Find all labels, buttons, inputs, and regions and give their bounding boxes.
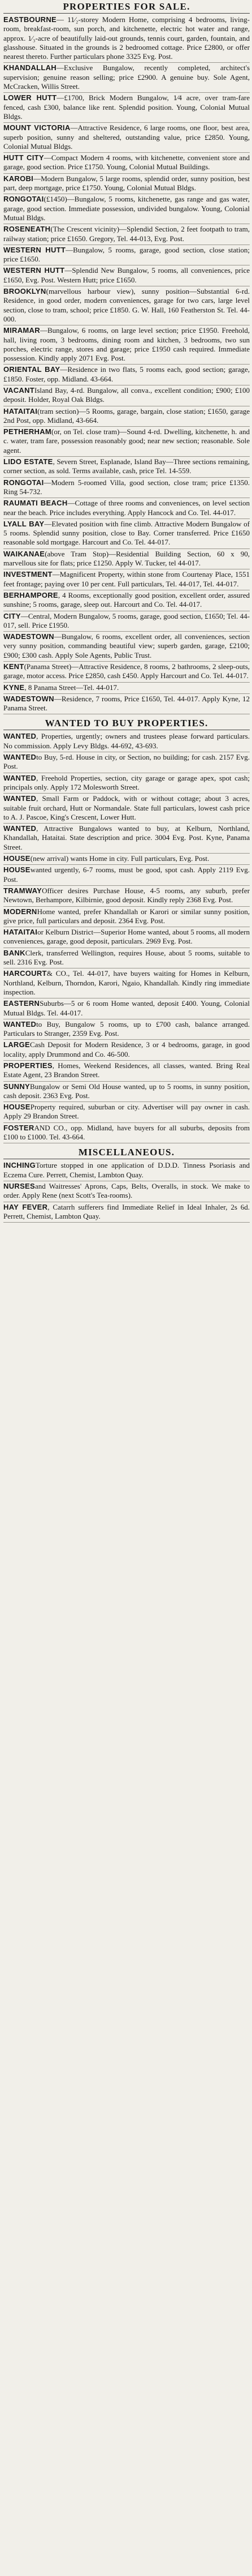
ad-body-text: , Attractive Bungalows wanted to buy, at Kelburn, Northland, Khandallah, Hataitai. State description and price. 3004 Evg. Post. Kyne, Panama Street. bbox=[3, 824, 250, 851]
classified-section bbox=[3, 717, 250, 1146]
classified-ad bbox=[3, 998, 250, 1019]
ad-headline: VACANT bbox=[3, 385, 34, 395]
ad-headline: HUTT CITY bbox=[3, 153, 44, 162]
classified-ad bbox=[3, 406, 250, 427]
ad-body-text: (Panama Street)—Attractive Residence, 8 rooms, 2 bathrooms, 2 sleep-outs, garage, motor access. Price £2850, cash £450. Apply Harcourt and Co. Tel. 44-017. bbox=[3, 662, 250, 680]
ad-headline: HOUSE bbox=[3, 1103, 31, 1112]
classified-ad bbox=[3, 1160, 250, 1181]
ad-body-text: (or, on Tel. close tram)—Sound 4-rd. Dwelling, kitchenette, h. and c. water, tram fare, possession reasonably good; near new section; reasonable. Sole agent. bbox=[3, 427, 250, 455]
classified-ad bbox=[3, 427, 250, 457]
ad-body-text: —Exclusive Bungalow, recently completed, architect's supervision; genuine reason selling; price £2900. A genuine buy. Sole Agent, McCracken, Willis Street. bbox=[3, 63, 250, 91]
ad-body-text: —Magnificent Property, within stone from Courtenay Place, 1551 feet frontage; paying over 10 per cent. Full particulars, Tel. 44-017, Tel. 44-017. bbox=[3, 570, 250, 588]
classified-ad bbox=[3, 1102, 250, 1123]
ad-body-text: Home wanted, prefer Khandallah or Karori or similar sunny position, give price, full particulars and deposit. 2364 Evg. Post. bbox=[3, 907, 250, 925]
classified-ad bbox=[3, 498, 250, 519]
classified-ad bbox=[3, 325, 250, 365]
ad-body-text: (above Tram Stop)—Residential Building Section, 60 x 90, marvellous site for flats; price £1250. Apply W. Tucker, tel 44-017. bbox=[3, 549, 250, 568]
ad-headline: TRAMWAY bbox=[3, 886, 42, 895]
classified-ad bbox=[3, 15, 250, 63]
classified-ad bbox=[3, 773, 250, 794]
ad-headline: WANTED bbox=[3, 773, 37, 782]
classified-ad bbox=[3, 519, 250, 549]
ad-body-text: Cash Deposit for Modern Residence, 3 or 4 bedrooms, garage, in good locality, apply Drummond and Co. 46-500. bbox=[3, 1040, 250, 1058]
classified-ad bbox=[3, 794, 250, 824]
ad-headline: WADESTOWN bbox=[3, 632, 54, 641]
classified-ad bbox=[3, 265, 250, 286]
ad-headline: MOUNT VICTORIA bbox=[3, 123, 71, 132]
ad-body-text: —Residence in two flats, 5 rooms each, good section; garage, £1850. Foster, opp. Midland. 43-664. bbox=[3, 365, 250, 383]
ad-headline: LIDO ESTATE bbox=[3, 457, 53, 466]
ad-headline: WADESTOWN bbox=[3, 694, 54, 703]
ad-body-text: , 8 Panama Street—Tel. 44-017. bbox=[24, 683, 119, 692]
ad-headline: WANTED bbox=[3, 794, 37, 803]
ad-body-text: —Bungalow, 6 rooms, excellent order, all conveniences, section very sunny position, commanding beautiful view; superb garden, garage, £2100; £900; £300 cash. Apply Sole Agents, Public Trust. bbox=[3, 632, 250, 659]
ad-body-text: , Homes, Weekend Residences, all classes, wanted. Bring Real Estate Agent, 23 Brandon Street. bbox=[3, 1061, 250, 1079]
ad-headline: WAIKANAE bbox=[3, 549, 45, 558]
ad-body-text: (new arrival) wants Home in city. Full particulars, Evg. Post. bbox=[30, 854, 210, 863]
ad-headline: KENT bbox=[3, 662, 24, 671]
ad-headline: WANTED bbox=[3, 753, 37, 762]
classified-ad bbox=[3, 731, 250, 752]
classified-ad bbox=[3, 907, 250, 928]
ad-headline: HATAITAI bbox=[3, 928, 38, 937]
classified-ad bbox=[3, 174, 250, 195]
classified-ad bbox=[3, 63, 250, 93]
ad-body-text: to Buy, Bungalow 5 rooms, up to £700 cash, balance arranged. Particulars to Stranger, 2359 Evg. Post. bbox=[3, 1019, 250, 1038]
ad-body-text: , Small Farm or Paddock, with or without cottage; about 3 acres, suitable fruit orchard, Hutt or Normandale. State full particulars, lowest cash price to A. J. Pascoe, King's Crescent, Lower Hutt. bbox=[3, 794, 250, 821]
classified-ad bbox=[3, 590, 250, 611]
classified-ad bbox=[3, 854, 250, 865]
classified-ad bbox=[3, 365, 250, 385]
ad-headline: RAUMATI BEACH bbox=[3, 499, 68, 508]
ad-body-text: —Modern Bungalow, 5 large rooms, splendid order, sunny position, best part, deep mortgage, price £1750. Young, Colonial Mutual Bldgs. bbox=[3, 174, 250, 192]
ad-body-text: & CO., Tel. 44-017, have buyers waiting for Homes in Kelburn, Northland, Kelburn, Thorndon, Karori, Ngaio, Khandallah. Kindly ring immediate inspection. bbox=[3, 969, 250, 996]
classified-section bbox=[3, 0, 250, 717]
ad-headline: WANTED bbox=[3, 732, 37, 741]
ad-headline: WANTED bbox=[3, 824, 37, 833]
ad-body-text: , 4 Rooms, exceptionally good position, excellent order, assured sunshine; 5 rooms, garage, sleep out. Harcourt and Co. Tel. 44-017. bbox=[3, 590, 250, 609]
section-heading: WANTED TO BUY PROPERTIES. bbox=[3, 717, 250, 730]
ad-body-text: to Buy, 5-rd. House in city, or Section, no building; for cash. 2157 Evg. Post. bbox=[3, 753, 250, 771]
ad-headline: KYNE bbox=[3, 683, 25, 692]
ad-headline: INVESTMENT bbox=[3, 570, 53, 579]
ad-headline: KAROBI bbox=[3, 174, 34, 183]
ad-headline: EASTERN bbox=[3, 999, 40, 1008]
classified-ad bbox=[3, 1019, 250, 1040]
classified-section bbox=[3, 1146, 250, 1225]
classified-ad bbox=[3, 569, 250, 590]
classified-ad bbox=[3, 1181, 250, 1202]
ad-body-text: —Splendid New Bungalow, 5 rooms, all conveniences, price £1650, Evg. Post. Western Hutt; price £1650. bbox=[3, 266, 250, 284]
section-spacer bbox=[3, 1223, 250, 1225]
classified-ad bbox=[3, 93, 250, 123]
ad-body-text: —£1700, Brick Modern Bungalow, 1⁄4 acre, over tram-fare fenced, cash £300, balance like rent. Splendid position. Young, Colonial Mutual Bldgs. bbox=[3, 93, 250, 121]
ad-body-text: —Cottage of three rooms and conveniences, on level section near the beach. Price includes everything. Apply Hancock and Co. Tel. 44-017. bbox=[3, 499, 250, 517]
section-heading: MISCELLANEOUS. bbox=[3, 1146, 250, 1159]
ad-headline: KHANDALLAH bbox=[3, 63, 57, 72]
ad-headline: MIRAMAR bbox=[3, 326, 40, 335]
ad-headline: HATAITAI bbox=[3, 406, 38, 415]
ad-headline: WESTERN HUTT bbox=[3, 245, 66, 254]
classified-ad bbox=[3, 752, 250, 773]
ad-headline: BANK bbox=[3, 948, 25, 957]
classified-ad bbox=[3, 662, 250, 683]
classified-ad bbox=[3, 153, 250, 174]
ad-body-text: (The Crescent vicinity)—Splendid Section, 2 feet footpath to tram, railway station; price £1650. Gregory, Tel. 44-013, Evg. Post. bbox=[3, 225, 250, 243]
section-heading: PROPERTIES FOR SALE. bbox=[3, 0, 250, 14]
classified-ad bbox=[3, 948, 250, 969]
classified-ad bbox=[3, 224, 250, 245]
ad-headline: INCHING bbox=[3, 1161, 36, 1170]
classified-ad bbox=[3, 632, 250, 662]
ad-body-text: —Compact Modern 4 rooms, with kitchenette, convenient store and garage, good section. Price £1750. Young, Colonial Mutual Buildings. bbox=[3, 153, 250, 172]
ad-headline: MODERN bbox=[3, 907, 37, 916]
ad-body-text: — 11⁄₂-storey Modern Home, comprising 4 bedrooms, living-room, breakfast-room, sun porch, and kitchenette, electric hot water and range, approx. 1⁄₃-acre of beautifully laid-out grounds, tennis court, garden, fountain, and glasshouse. Situated in the grounds is 2 bedroomed cottage. Price £2800, or offer nearest thereto. Further particulars phone 3325 Evg. Post. bbox=[3, 15, 250, 61]
classified-ad bbox=[3, 385, 250, 406]
ad-body-text: , Severn Street, Esplanade, Island Bay—Three sections remaining, corner section, as sold. Terms available, cash, price Tel. 14-559. bbox=[3, 457, 250, 475]
ad-headline: RONGOTAI bbox=[3, 478, 44, 487]
classified-ad bbox=[3, 1123, 250, 1144]
ad-headline: BERHAMPORE bbox=[3, 590, 58, 599]
ad-headline: CITY bbox=[3, 611, 21, 620]
ad-body-text: Property required, suburban or city. Advertiser will pay owner in cash. Apply 29 Brandon Street. bbox=[3, 1103, 250, 1121]
ad-headline: RONGOTAI bbox=[3, 195, 44, 204]
ad-body-text: , Catarrh sufferers find Immediate Relief in Ideal Inhaler, 2s 6d. Perrett, Chemist, Lambton Quay. bbox=[3, 1202, 250, 1220]
ad-body-text: Suburbs—5 or 6 room Home wanted, deposit £400. Young, Colonial Mutual Bldgs. Tel. 44-017. bbox=[3, 999, 250, 1017]
ad-body-text: —Attractive Residence, 6 large rooms, one floor, best area, superb position, sunny and sheltered, outstanding value, price £2850. Young, Colonial Mutual Bldgs. bbox=[3, 123, 250, 151]
classified-ad bbox=[3, 123, 250, 153]
ad-headline: ROSENEATH bbox=[3, 225, 51, 234]
classified-ad bbox=[3, 1082, 250, 1103]
ad-headline: HOUSE bbox=[3, 865, 31, 875]
ad-body-text: —Elevated position with fine climb. Attractive Modern Bungalow of 5 rooms. Splendid sunny position, close to Bay. Corner transferred. Price £1650 reasonable sold mortgage. Harcourt and Co. Tel. 44-017. bbox=[3, 519, 250, 547]
ad-body-text: —Residence, 7 rooms, Price £1650, Tel. 44-017. Apply Kyne, 12 Panama Street. bbox=[3, 694, 250, 713]
ad-headline: LOWER HUTT bbox=[3, 93, 57, 102]
ad-headline: PROPERTIES bbox=[3, 1061, 53, 1070]
ad-body-text: and Waitresses' Aprons, Caps, Belts, Overalls, in stock. We make to order. Apply Rene (next Scott's Tea-rooms). bbox=[3, 1181, 250, 1200]
classified-ad bbox=[3, 1040, 250, 1061]
ad-body-text: —Central, Modern Bungalow, 5 rooms, garage, good section, £1650; Tel. 44-017, sell. Price £1950. bbox=[3, 611, 250, 629]
ad-headline: SUNNY bbox=[3, 1082, 31, 1091]
ad-headline: ORIENTAL BAY bbox=[3, 365, 60, 374]
ad-headline: WESTERN HUTT bbox=[3, 266, 65, 275]
ad-body-text: , Properties, urgently; owners and trustees please forward particulars. No commission. Apply Levy Bldgs. 44-692, 43-693. bbox=[3, 732, 250, 750]
ad-headline: EASTBOURNE bbox=[3, 15, 57, 24]
classified-ad bbox=[3, 927, 250, 948]
ad-headline: HARCOURT bbox=[3, 969, 47, 978]
ad-body-text: or Kelburn District—Superior Home wanted, about 5 rooms, all modern conveniences, garage, good deposit, particulars. 2969 Evg. Post. bbox=[3, 928, 250, 946]
classified-ad bbox=[3, 286, 250, 325]
ad-headline: LYALL BAY bbox=[3, 519, 45, 528]
classified-ad bbox=[3, 865, 250, 886]
classified-ad bbox=[3, 694, 250, 715]
ad-body-text: Torture stopped in one application of D.D.D. Tinness Psoriasis and Eczema Cure. Perrett, Chemist, Lambton Quay. bbox=[3, 1161, 250, 1179]
ad-body-text: (tram section)—5 Rooms, garage, bargain, close station; £1650, garage 2nd Post, opp. Midland, 43-664. bbox=[3, 406, 250, 425]
ad-body-text: Officer desires Purchase House, 4-5 rooms, any suburb, prefer Newtown, Berhampore, Kilbirnie, good deposit. Kindly reply 2368 Evg. Post. bbox=[3, 886, 250, 905]
classified-ad bbox=[3, 824, 250, 854]
classified-ad bbox=[3, 886, 250, 907]
ad-headline: HAY FEVER bbox=[3, 1202, 48, 1211]
ad-body-text: Bungalow or Semi Old House wanted, up to 5 rooms, in sunny position, cash deposit. 2363 Evg. Post. bbox=[3, 1082, 250, 1100]
classified-ad bbox=[3, 549, 250, 570]
ad-body-text: (marvellous harbour view), sunny position—Substantial 6-rd. Residence, in good order, modern conveniences, garage for two cars, large level section, close to tram, school; price £1850. G. W. Hall, 160 Featherston St. Tel. 44-000. bbox=[3, 287, 250, 323]
ad-headline: PETHERHAM bbox=[3, 427, 52, 436]
ad-body-text: Island Bay, 4-rd. Bungalow, all conva., excellent condition; £900; £100 deposit. Holder, Royal Oak Bldgs. bbox=[3, 385, 250, 404]
ad-headline: HOUSE bbox=[3, 854, 31, 863]
classified-ad bbox=[3, 457, 250, 478]
ad-headline: NURSES bbox=[3, 1181, 35, 1190]
classified-ad bbox=[3, 611, 250, 632]
ad-body-text: AND CO., opp. Midland, have buyers for all suburbs, deposits from £100 to £1000. Tel. 43-664. bbox=[3, 1123, 250, 1142]
classified-ad bbox=[3, 683, 250, 694]
ad-body-text: Clerk, transferred Wellington, requires House, about 5 rooms, suitable to sell. 2316 Evg. Post. bbox=[3, 948, 250, 967]
classified-ad bbox=[3, 478, 250, 499]
ad-body-text: (£1450)—Bungalow, 5 rooms, kitchenette, gas range and gas water, garage, good section. Immediate possession, undivided bungalow. Young, Colonial Mutual Bldgs. bbox=[3, 195, 250, 222]
classified-ad bbox=[3, 245, 250, 266]
ad-headline: LARGE bbox=[3, 1040, 30, 1049]
ad-body-text: —Modern 5-roomed Villa, good section, close tram; price £1350. Ring 54-732. bbox=[3, 478, 250, 496]
ad-headline: FOSTER bbox=[3, 1123, 34, 1132]
ad-body-text: —Bungalow, 5 rooms, garage, good section, close station; price £1650. bbox=[3, 245, 250, 264]
ad-body-text: wanted urgently, 6-7 rooms, must be good, spot cash. Apply 2119 Evg. Post. bbox=[3, 865, 250, 884]
ad-headline: BROOKLYN bbox=[3, 287, 46, 296]
classified-ad bbox=[3, 1061, 250, 1082]
classified-ad bbox=[3, 194, 250, 224]
ad-body-text: —Bungalow, 6 rooms, on large level section; price £1950. Freehold, hall, living room, 3 bedrooms, dining room and kitchen, 3 bedrooms, two sun porches, electric range, stores and garage; price £1950 cash required. Immediate possession. Kindly apply 2071 Evg. Post. bbox=[3, 326, 250, 363]
classified-ad bbox=[3, 1202, 250, 1223]
ad-headline: WANTED bbox=[3, 1019, 37, 1028]
classified-ad bbox=[3, 968, 250, 998]
ad-body-text: , Freehold Properties, section, city garage or garage apex, spot cash; principals only. Apply 172 Molesworth Street. bbox=[3, 773, 250, 791]
